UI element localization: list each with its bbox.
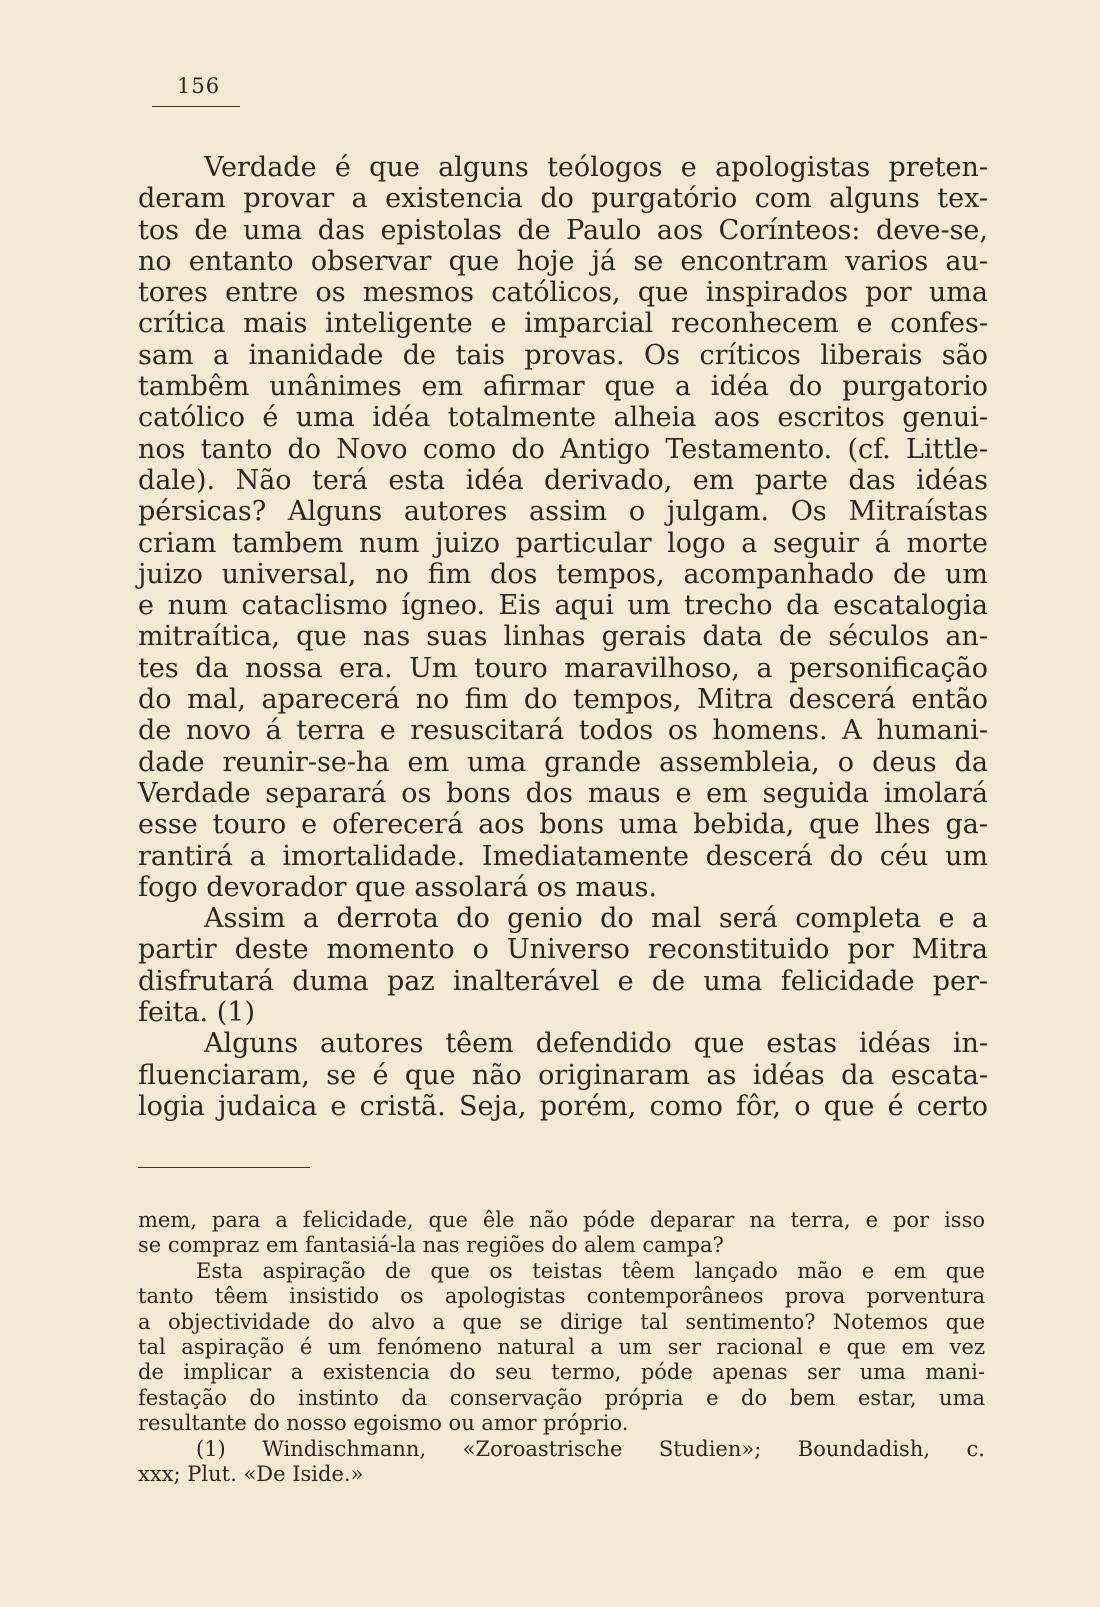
footnote-line-with-marker — [138, 1437, 985, 1462]
header-rule — [152, 106, 240, 107]
text-line: católico é uma idéa totalmente alheia aos escritos genui- — [138, 402, 988, 434]
text-line: tos de uma das epistolas de Paulo aos Coríntеos: deve-se, — [138, 214, 988, 246]
footnotes — [138, 1208, 985, 1487]
text-line: fogo devorador que assolará os maus. — [138, 871, 658, 903]
text-line: no entanto observar que hoje já se encontram varios au- — [138, 245, 988, 277]
text-line: rantirá a imortalidade. Imediatamente descerá do céu um — [138, 840, 988, 872]
text-line: sam a inanidade de tais provas. Os críticos liberais são — [138, 339, 988, 371]
footnote-line: tanto têem insistido os apologistas contemporâneos prova porventura — [138, 1284, 985, 1309]
text-line: Assim a derrota do genio do mal será completa e a — [204, 903, 988, 935]
footnote-line: xxx; Plut. «De Iside.» — [138, 1461, 364, 1486]
text-line: juizo universal, no fim dos tempos, acompanhado de um — [138, 558, 988, 590]
text-line: dale). Não terá esta idéa derivado, em parte das idéas — [138, 464, 988, 496]
text-line: crítica mais inteligente e imparcial reconhecem e confes- — [138, 308, 988, 340]
text-line-with-note — [138, 997, 988, 1028]
text-line: partir deste momento o Universo reconstituido por Mitra — [138, 934, 988, 966]
text-line: pérsicas? Alguns autores assim o julgam. Os Mitraístas — [138, 496, 988, 528]
text-line: disfrutará duma paz inalterável e de uma felicidade per- — [138, 965, 988, 997]
text-line: deram provar a existencia do purgatório com alguns tex- — [138, 183, 988, 215]
text-line: criam tambem num juizo particular logo a seguir á morte — [138, 527, 988, 559]
text-line: e num cataclismo ígneo. Eis aqui um trecho da escatalogia — [138, 590, 988, 622]
footnote-line: Esta aspiração de que os teistas têem lançado mão e em que — [196, 1258, 985, 1283]
text-line: de novo á terra e resuscitará todos os homens. A humani- — [138, 715, 988, 747]
text-line: fluenciaram, se é que não originaram as idéas da escata- — [138, 1059, 988, 1091]
page-number: 156 — [177, 74, 221, 98]
text-line: Verdade é que alguns teólogos e apologistas preten- — [204, 152, 988, 183]
footnote-line: de implicar a existencia do seu termo, póde apenas ser uma mani- — [138, 1360, 985, 1385]
text-line: Verdade separará os bons dos maus e em seguida imolará — [138, 777, 988, 809]
footnote-line: a objectividade do alvo a que se dirige tal sentimento? Notemos que — [138, 1309, 985, 1334]
text-line: esse touro e oferecerá aos bons uma bebida, que lhes ga- — [138, 809, 988, 841]
main-text — [138, 152, 988, 1122]
text-line: logia judaica e cristã. Seja, porém, como fôr, o que é certo — [138, 1090, 988, 1122]
text-line: do mal, aparecerá no fim do tempos, Mitra descerá então — [138, 684, 988, 716]
footnote-line: resultante do nosso egoismo ou amor próprio. — [138, 1411, 629, 1436]
text-line: dade reunir-se-ha em uma grande assembleia, o deus da — [138, 746, 988, 778]
footnote-text: Windischmann, «Zoroastrische Studien»; Boundadish, c. — [262, 1436, 985, 1461]
footnote-line: se compraz em fantasiá-la nas regiões do alem campa? — [138, 1233, 724, 1258]
text-fragment: feita. — [138, 997, 209, 1029]
footnote-line: mem, para a felicidade, que êle não póde deparar na terra, e por isso — [138, 1208, 985, 1232]
text-line: tores entre os mesmos católicos, que inspirados por uma — [138, 277, 988, 309]
footnote-marker: (1) — [196, 1436, 226, 1461]
text-line: mitraítica, que nas suas linhas gerais data de séculos an- — [138, 621, 988, 653]
text-line: nos tanto do Novo como do Antigo Testamento. (cf. Little- — [138, 433, 988, 465]
text-line: tes da nossa era. Um touro maravilhoso, a personificação — [138, 652, 988, 684]
footnote-rule — [138, 1167, 310, 1168]
text-line: Alguns autores têem defendido que estas idéas in- — [204, 1028, 988, 1060]
text-line: tambêm unânimes em afirmar que a idéa do purgatorio — [138, 371, 988, 403]
footnote-reference: (1) — [216, 997, 255, 1029]
footnote-line: festação do instinto da conservação própria e do bem estar, uma — [138, 1385, 985, 1410]
footnote-line: tal aspiração é um fenómeno natural a um ser racional e que em vez — [138, 1334, 985, 1359]
